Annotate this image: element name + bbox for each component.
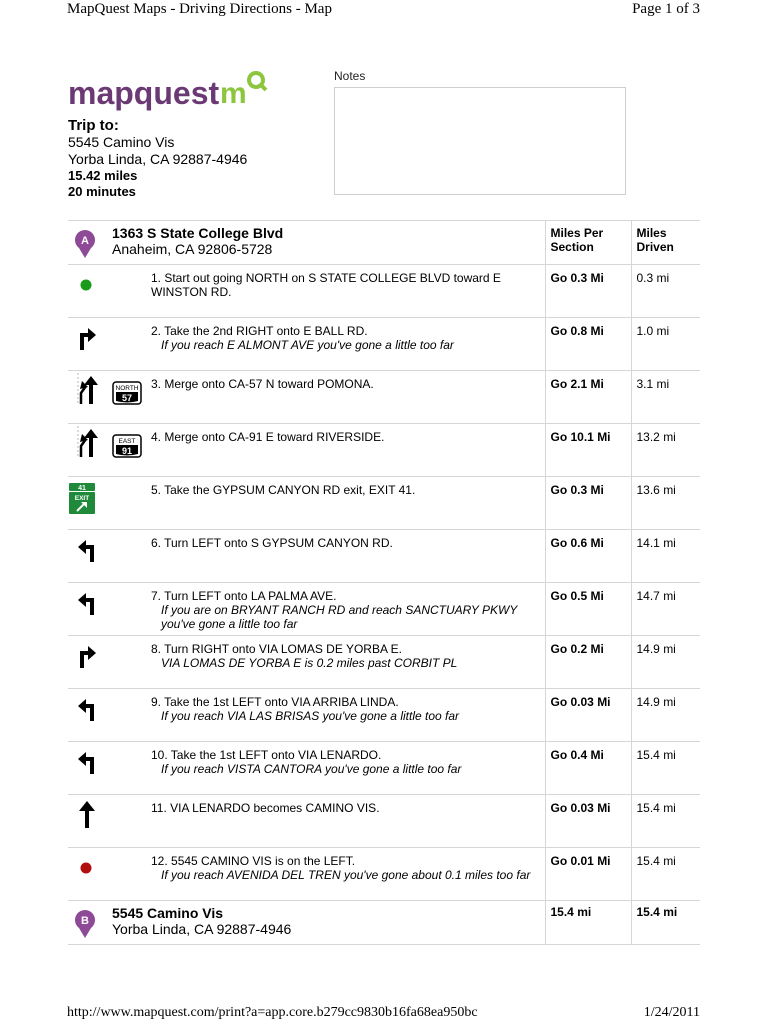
mapquest-logo[interactable] — [68, 66, 273, 114]
start-city: Anaheim, CA 92806-5728 — [112, 241, 273, 257]
step-text: 3. Merge onto CA-57 N toward POMONA. — [151, 377, 374, 391]
end-city: Yorba Linda, CA 92887-4946 — [112, 921, 292, 937]
step-note: If you reach E ALMONT AVE you've gone a little too far — [161, 338, 454, 352]
column-header-miles-driven: Miles Driven — [636, 226, 674, 254]
step-miles-driven: 15.4 mi — [636, 801, 676, 815]
direction-step-row — [68, 795, 700, 848]
end-miles-driven: 15.4 mi — [636, 905, 678, 919]
direction-step-row — [68, 477, 700, 530]
svg-text:B: B — [81, 915, 89, 927]
end-location-row — [68, 901, 700, 945]
svg-text:NORTH: NORTH — [115, 385, 139, 392]
step-text: 1. Start out going NORTH on S STATE COLLEGE BLVD toward E WINSTON RD. — [151, 271, 501, 299]
step-miles-driven: 14.1 mi — [636, 536, 676, 550]
step-instruction — [147, 742, 545, 776]
step-instruction — [147, 795, 545, 815]
notes-box[interactable] — [334, 87, 626, 195]
step-miles-per-section: Go 0.6 Mi — [550, 536, 604, 550]
step-miles-driven: 14.7 mi — [636, 589, 676, 603]
footer-date: 1/24/2011 — [643, 1005, 700, 1020]
step-miles-driven: 15.4 mi — [636, 748, 676, 762]
direction-step-row — [68, 636, 700, 689]
start-location-row — [68, 221, 700, 265]
trip-duration: 20 minutes — [68, 184, 136, 199]
step-instruction — [147, 318, 545, 352]
step-miles-driven: 13.6 mi — [636, 483, 676, 497]
turn-left-icon — [68, 742, 112, 779]
trip-address-line2: Yorba Linda, CA 92887-4946 — [68, 151, 248, 167]
direction-step-row — [68, 318, 700, 371]
step-text: 5. Take the GYPSUM CANYON RD exit, EXIT 41. — [151, 483, 416, 497]
step-text: 7. Turn LEFT onto LA PALMA AVE. — [151, 589, 337, 603]
svg-text:91: 91 — [121, 446, 133, 456]
direction-step-row — [68, 689, 700, 742]
step-text: 6. Turn LEFT onto S GYPSUM CANYON RD. — [151, 536, 393, 550]
svg-text:m: m — [220, 77, 247, 110]
green-dot-icon — [68, 265, 112, 302]
step-miles-per-section: Go 0.3 Mi — [550, 483, 604, 497]
step-miles-driven: 15.4 mi — [636, 854, 676, 868]
direction-step-row — [68, 371, 700, 424]
direction-step-row — [68, 742, 700, 795]
step-miles-per-section: Go 0.01 Mi — [550, 854, 611, 868]
step-text: 2. Take the 2nd RIGHT onto E BALL RD. — [151, 324, 368, 338]
step-instruction — [147, 530, 545, 550]
direction-step-row — [68, 530, 700, 583]
step-note: VIA LOMAS DE YORBA E is 0.2 miles past CORBIT PL — [161, 656, 458, 670]
direction-step-row — [68, 583, 700, 636]
footer-url[interactable]: http://www.mapquest.com/print?a=app.core.b279cc9830b16fa68ea950bc — [67, 1005, 478, 1020]
end-miles-per-section: 15.4 mi — [550, 905, 592, 919]
trip-address-line1: 5545 Camino Vis — [68, 134, 175, 150]
step-instruction — [147, 477, 545, 497]
svg-text:EAST: EAST — [118, 438, 136, 445]
direction-step-row — [68, 265, 700, 318]
step-miles-per-section: Go 0.8 Mi — [550, 324, 604, 338]
step-miles-per-section: Go 0.03 Mi — [550, 695, 611, 709]
merge-icon — [68, 424, 112, 461]
route-shield-icon — [112, 434, 147, 461]
svg-text:EXIT: EXIT — [74, 495, 90, 502]
turn-left-icon — [68, 583, 112, 620]
svg-text:41: 41 — [78, 485, 86, 492]
step-miles-driven: 13.2 mi — [636, 430, 676, 444]
step-instruction — [147, 689, 545, 723]
trip-label: Trip to: — [68, 117, 119, 134]
step-miles-per-section: Go 0.3 Mi — [550, 271, 604, 285]
end-marker-b-icon — [74, 909, 96, 939]
turn-right-icon — [68, 318, 112, 355]
step-instruction — [147, 265, 545, 299]
direction-step-row — [68, 848, 700, 901]
step-miles-driven: 14.9 mi — [636, 695, 676, 709]
step-miles-driven: 14.9 mi — [636, 642, 676, 656]
step-note: If you reach VIA LAS BRISAS you've gone a little too far — [161, 709, 460, 723]
step-instruction — [147, 636, 545, 670]
step-miles-per-section: Go 0.5 Mi — [550, 589, 604, 603]
trip-summary — [68, 117, 247, 200]
step-instruction — [147, 424, 545, 444]
trip-distance: 15.42 miles — [68, 168, 138, 183]
step-text: 10. Take the 1st LEFT onto VIA LENARDO. — [151, 748, 382, 762]
turn-left-icon — [68, 689, 112, 726]
start-marker-a-icon — [74, 229, 96, 259]
step-miles-driven: 3.1 mi — [636, 377, 670, 391]
start-name: 1363 S State College Blvd — [112, 225, 284, 241]
step-miles-per-section: Go 0.4 Mi — [550, 748, 604, 762]
step-miles-per-section: Go 10.1 Mi — [550, 430, 611, 444]
step-text: 11. VIA LENARDO becomes CAMINO VIS. — [151, 801, 380, 815]
step-miles-per-section: Go 0.03 Mi — [550, 801, 611, 815]
turn-right-icon — [68, 636, 112, 673]
exit-sign-icon — [68, 483, 112, 518]
step-instruction — [147, 371, 545, 391]
svg-text:mapquest: mapquest — [68, 75, 220, 111]
step-miles-per-section: Go 0.2 Mi — [550, 642, 604, 656]
straight-arrow-icon — [68, 795, 112, 832]
direction-step-row — [68, 424, 700, 477]
merge-icon — [68, 371, 112, 408]
step-text: 4. Merge onto CA-91 E toward RIVERSIDE. — [151, 430, 385, 444]
column-header-miles-per-section: Miles Per Section — [550, 226, 604, 254]
page-header-title: MapQuest Maps - Driving Directions - Map — [67, 1, 332, 17]
turn-left-icon — [68, 530, 112, 567]
step-miles-driven: 1.0 mi — [636, 324, 670, 338]
notes-label: Notes — [334, 69, 366, 83]
step-miles-driven: 0.3 mi — [636, 271, 670, 285]
step-miles-per-section: Go 2.1 Mi — [550, 377, 604, 391]
route-shield-icon — [112, 381, 147, 408]
step-text: 8. Turn RIGHT onto VIA LOMAS DE YORBA E. — [151, 642, 402, 656]
svg-text:A: A — [81, 235, 89, 247]
page-number: Page 1 of 3 — [632, 1, 700, 17]
step-text: 12. 5545 CAMINO VIS is on the LEFT. — [151, 854, 356, 868]
red-dot-icon — [68, 848, 112, 885]
end-name: 5545 Camino Vis — [112, 905, 224, 921]
svg-text:57: 57 — [121, 393, 133, 403]
directions-table — [68, 220, 700, 945]
step-text: 9. Take the 1st LEFT onto VIA ARRIBA LINDA. — [151, 695, 399, 709]
step-instruction — [147, 848, 545, 882]
step-note: If you reach VISTA CANTORA you've gone a little too far — [161, 762, 462, 776]
step-instruction — [147, 583, 545, 631]
step-note: If you reach AVENIDA DEL TREN you've gone about 0.1 miles too far — [161, 868, 531, 882]
step-note: If you are on BRYANT RANCH RD and reach SANCTUARY PKWY you've gone a little too far — [161, 603, 518, 631]
